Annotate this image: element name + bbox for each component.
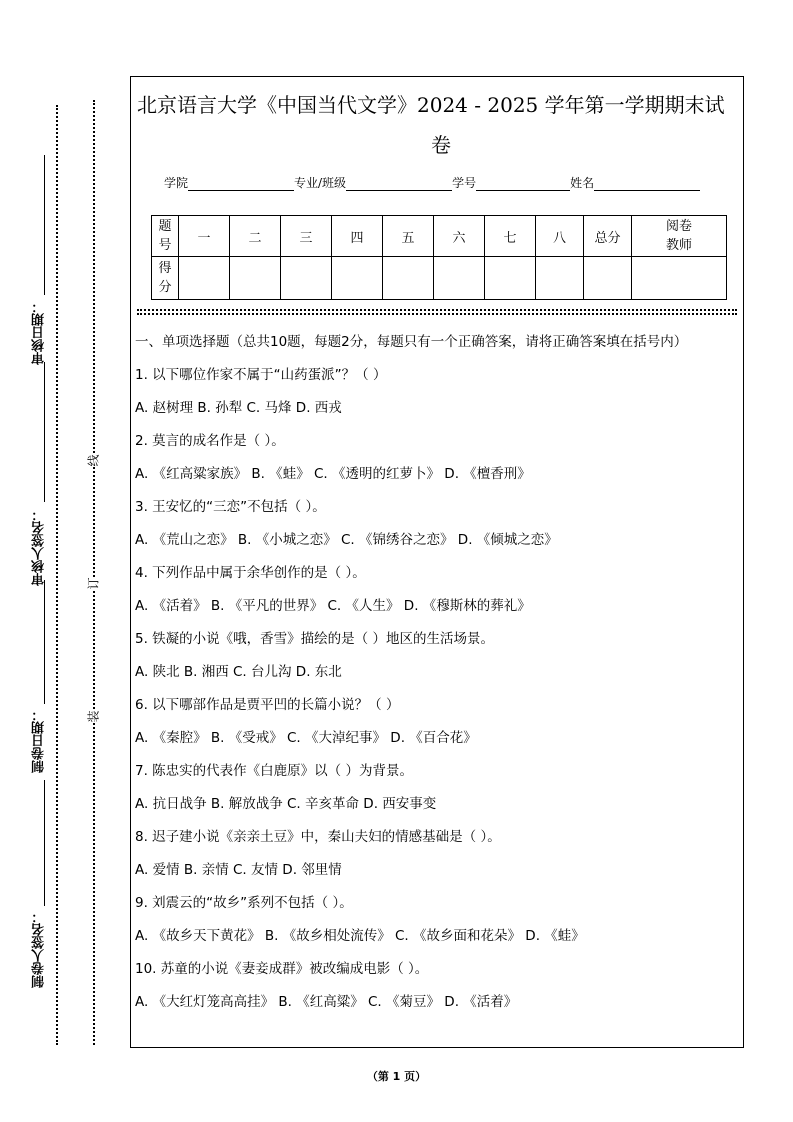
- score-cell-5[interactable]: [383, 257, 434, 300]
- section-1-heading: 一、单项选择题（总共10题，每题2分，每题只有一个正确答案，请将正确答案填在括号内）: [135, 334, 688, 350]
- col-total: 总分: [584, 216, 632, 257]
- exam-frame: [130, 76, 744, 1048]
- q9-stem: 9. 刘震云的“故乡”系列不包括（ ）。: [135, 895, 353, 911]
- q5-options: A. 陕北 B. 湘西 C. 台儿沟 D. 东北: [135, 664, 342, 680]
- q4-options: A. 《活着》 B. 《平凡的世界》 C. 《人生》 D. 《穆斯林的葬礼》: [135, 598, 531, 614]
- maker-sign-line: [44, 780, 45, 906]
- col-7: 七: [485, 216, 536, 257]
- row2-head-char2: 分: [158, 280, 172, 295]
- row1-head-char1: 题: [158, 219, 172, 234]
- section-1: [135, 331, 739, 1019]
- field-id-label: 学号: [452, 176, 477, 190]
- student-info-line: [164, 174, 700, 191]
- q1-options: A. 赵树理 B. 孙犁 C. 马烽 D. 西戎: [135, 400, 342, 416]
- q9-options: A. 《故乡天下黄花》 B. 《故乡相处流传》 C. 《故乡面和花朵》 D. 《蛙》: [135, 928, 585, 944]
- q2-options: A. 《红高粱家族》 B. 《蛙》 C. 《透明的红萝卜》 D. 《檀香刑》: [135, 466, 531, 482]
- q2-stem: 2. 莫言的成名作是（ ）。: [135, 433, 285, 449]
- exam-title-line2: 卷: [431, 133, 451, 157]
- maker-sign-label: 制卷人签名：: [32, 910, 47, 988]
- outer-dotted-line: [56, 105, 58, 1045]
- exam-title-line1: 北京语言大学《中国当代文学》2024 - 2025 学年第一学期期末试: [137, 93, 725, 117]
- q7-stem: 7. 陈忠实的代表作《白鹿原》以（ ）为背景。: [135, 763, 413, 779]
- col-3: 三: [281, 216, 332, 257]
- dotted-separator-2: [137, 313, 737, 315]
- q1-stem: 1. 以下哪位作家不属于“山药蛋派”？（ ）: [135, 367, 387, 383]
- q8-options: A. 爱情 B. 亲情 C. 友情 D. 邻里情: [135, 862, 342, 878]
- make-date-label: 制卷日期：: [32, 708, 47, 773]
- q3-stem: 3. 王安忆的“三恋”不包括（ ）。: [135, 499, 326, 515]
- score-cell-4[interactable]: [332, 257, 383, 300]
- seal-char-ding: 订: [86, 577, 101, 590]
- q7-options: A. 抗日战争 B. 解放战争 C. 辛亥革命 D. 西安事变: [135, 796, 437, 812]
- col-reviewer: [632, 216, 727, 257]
- q6-stem: 6. 以下哪部作品是贾平凹的长篇小说？（ ）: [135, 697, 400, 713]
- dotted-separator-1: [137, 309, 737, 311]
- field-name-blank[interactable]: [594, 178, 700, 191]
- col-6: 六: [434, 216, 485, 257]
- q8-stem: 8. 迟子建小说《亲亲土豆》中，秦山夫妇的情感基础是（ ）。: [135, 829, 501, 845]
- score-table-row2-head: [152, 257, 179, 300]
- seal-char-xian: 线: [86, 454, 101, 467]
- field-name-label: 姓名: [570, 176, 595, 190]
- seal-char-zhuang: 装: [86, 710, 101, 723]
- q6-options: A. 《秦腔》 B. 《受戒》 C. 《大淖纪事》 D. 《百合花》: [135, 730, 477, 746]
- score-cell-total[interactable]: [584, 257, 632, 300]
- seal-dotted-line: [93, 100, 95, 1045]
- review-date-line: [44, 155, 45, 295]
- page-number: （第 1 页）: [366, 1070, 427, 1083]
- score-table-row1-head: [152, 216, 179, 257]
- score-cell-6[interactable]: [434, 257, 485, 300]
- review-date-label: 审核日期：: [32, 300, 47, 365]
- q5-stem: 5. 铁凝的小说《哦，香雪》描绘的是（ ）地区的生活场景。: [135, 631, 494, 647]
- score-cell-8[interactable]: [536, 257, 584, 300]
- exam-title: [131, 85, 745, 165]
- row1-head-char2: 号: [158, 238, 172, 253]
- field-major-label: 专业/班级: [294, 176, 347, 190]
- q4-stem: 4. 下列作品中属于余华创作的是（ ）。: [135, 565, 366, 581]
- col-8: 八: [536, 216, 584, 257]
- score-table-score-row: [152, 257, 727, 300]
- score-table-header-row: [152, 216, 727, 257]
- col-2: 二: [230, 216, 281, 257]
- make-date-line: [44, 580, 45, 704]
- reviewer-sign-label: 审核人签名：: [32, 508, 47, 586]
- q10-stem: 10. 苏童的小说《妻妾成群》被改编成电影（ ）。: [135, 961, 429, 977]
- score-cell-reviewer[interactable]: [632, 257, 727, 300]
- q3-options: A. 《荒山之恋》 B. 《小城之恋》 C. 《锦绣谷之恋》 D. 《倾城之恋》: [135, 532, 558, 548]
- col-1: 一: [179, 216, 230, 257]
- score-table: [151, 215, 727, 300]
- reviewer-sign-line: [44, 362, 45, 502]
- reviewer-col-line1: 阅卷: [665, 219, 692, 234]
- field-major-blank[interactable]: [346, 178, 452, 191]
- score-cell-3[interactable]: [281, 257, 332, 300]
- q10-options: A. 《大红灯笼高高挂》 B. 《红高粱》 C. 《菊豆》 D. 《活着》: [135, 994, 518, 1010]
- field-id-blank[interactable]: [476, 178, 570, 191]
- col-4: 四: [332, 216, 383, 257]
- score-cell-1[interactable]: [179, 257, 230, 300]
- score-cell-2[interactable]: [230, 257, 281, 300]
- score-cell-7[interactable]: [485, 257, 536, 300]
- field-school-label: 学院: [164, 176, 189, 190]
- col-5: 五: [383, 216, 434, 257]
- row2-head-char1: 得: [158, 261, 172, 276]
- field-school-blank[interactable]: [188, 178, 294, 191]
- reviewer-col-line2: 教师: [665, 238, 692, 253]
